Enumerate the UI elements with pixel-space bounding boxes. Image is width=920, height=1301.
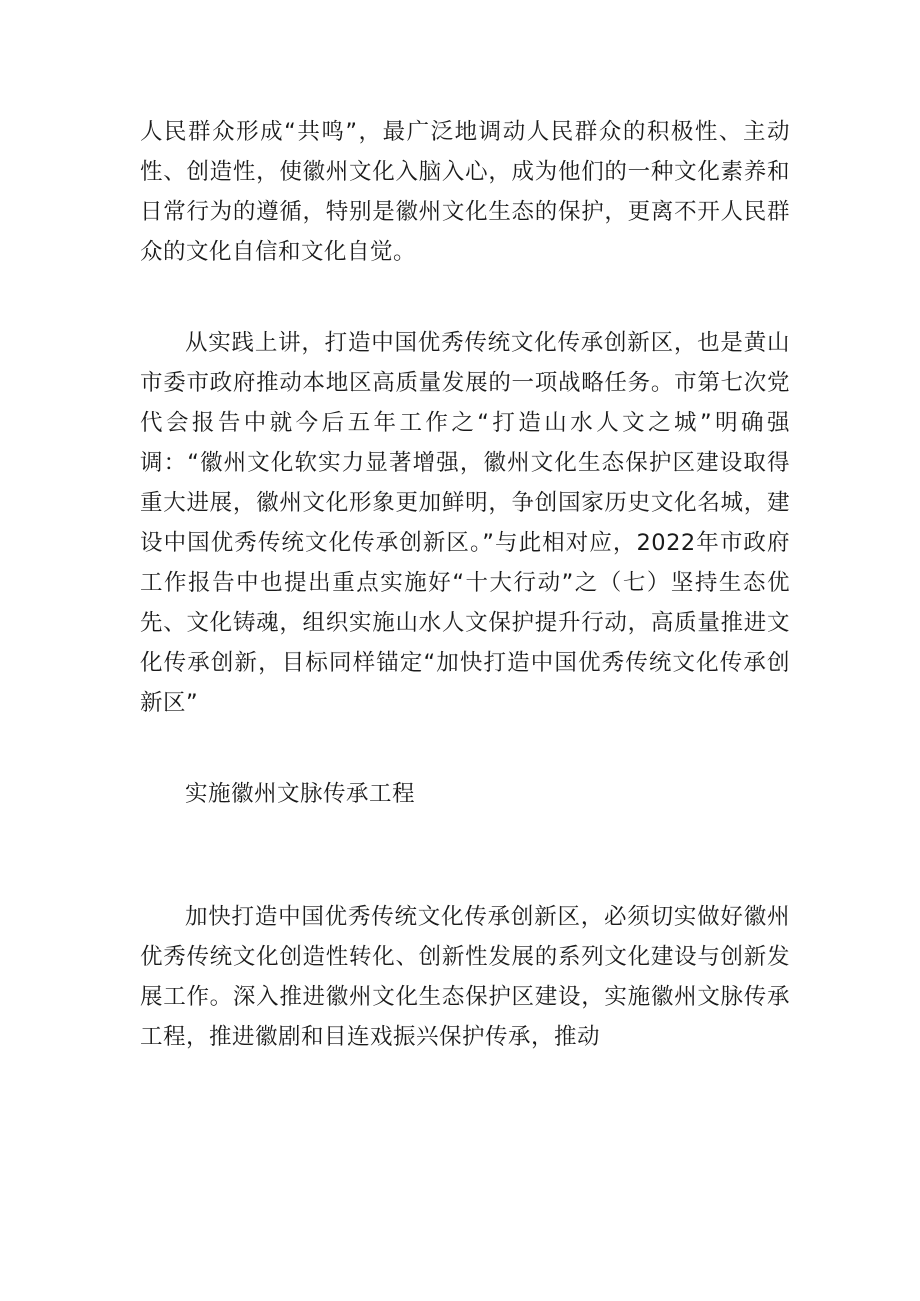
paragraph-practice: 从实践上讲，打造中国优秀传统文化传承创新区，也是黄山市委市政府推动本地区高质量发展的一项战略任务。市第七次党代会报告中就今后五年工作之“打造山水人文之城”明确强调：“徽州文化软实力显著增强，徽州文化生态保护区建设取得重大进展，徽州文化形象更加鲜明，争创国家历史文化名城，建设中国优秀传统文化传承创新区。”与此相对应，2022年市政府工作报告中也提出重点实施好“十大行动”之（七）坚持生态优先、文化铸魂，组织实施山水人文保护提升行动，高质量推进文化传承创新，目标同样锚定“加快打造中国优秀传统文化传承创新区” <box>140 330 790 716</box>
paragraph-continuation: 人民群众形成“共鸣”，最广泛地调动人民群众的积极性、主动性、创造性，使徽州文化入脑入心，成为他们的一种文化素养和日常行为的遵循，特别是徽州文化生态的保护，更离不开人民群众的文化自信和文化自觉。 <box>140 119 790 265</box>
section-heading: 实施徽州文脉传承工程 <box>185 781 416 807</box>
paragraph-heritage-project: 加快打造中国优秀传统文化传承创新区，必须切实做好徽州优秀传统文化创造性转化、创新性发展的系列文化建设与创新发展工作。深入推进徽州文化生态保护区建设，实施徽州文脉传承工程，推进徽剧和目连戏振兴保护传承，推动 <box>140 904 790 1050</box>
document-body <box>140 112 790 1057</box>
